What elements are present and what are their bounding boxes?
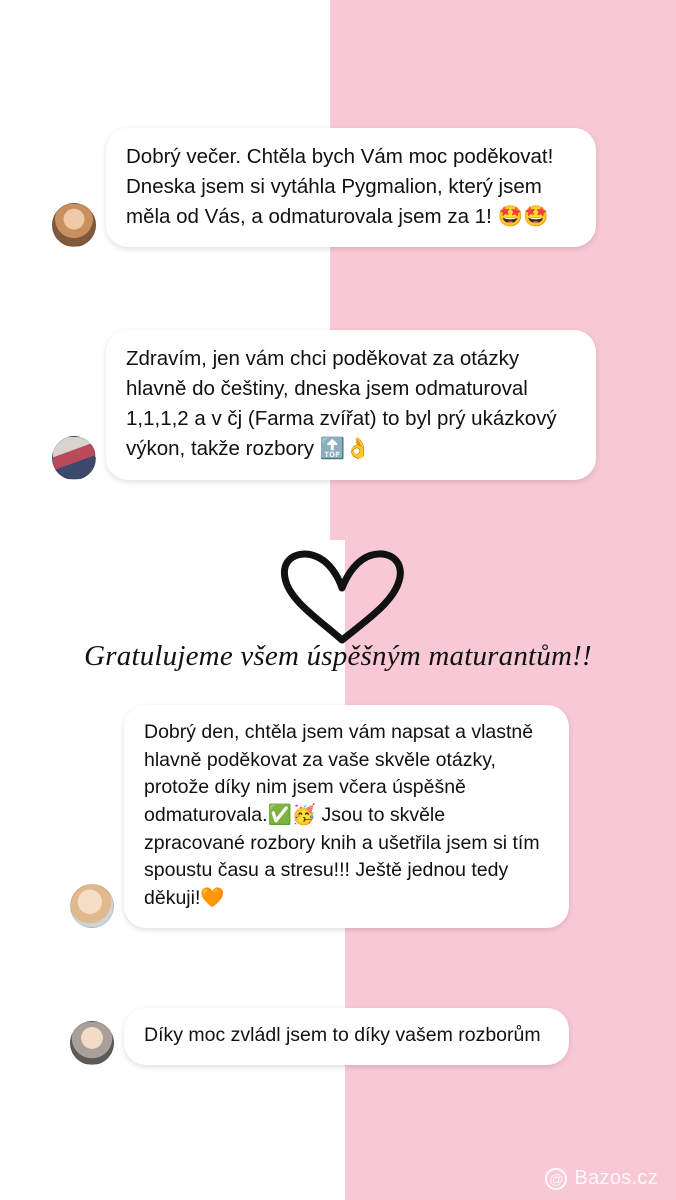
hand-drawn-heart: [277, 548, 407, 644]
message-bubble: Díky moc zvládl jsem to díky vašem rozborům: [124, 1008, 569, 1065]
message-bubble: Dobrý den, chtěla jsem vám napsat a vlastně hlavně poděkovat za vaše skvěle otázky, protože díky nim jsem včera úspěšně odmaturovala.✅🥳 Jsou to skvěle zpracované rozbory knih a ušetřila jsem si tím spoustu času a stresu!!! Ještě jednou tedy děkuji!🧡: [124, 705, 569, 928]
message-bubble: Zdravím, jen vám chci poděkovat za otázky hlavně do češtiny, dneska jsem odmaturoval 1,1,1,2 a v čj (Farma zvířat) to byl prý ukázkový výkon, takže rozbory 🔝👌: [106, 330, 596, 480]
at-sign-icon: [545, 1168, 567, 1190]
avatar-short-hair-person[interactable]: [70, 1021, 114, 1065]
avatar-group-photo[interactable]: [52, 436, 96, 480]
avatar-blonde-woman[interactable]: [70, 884, 114, 928]
watermark: [545, 1167, 658, 1190]
page-title: Gratulujeme všem úspěšným maturantům!!: [84, 640, 592, 672]
message-row: [70, 1008, 610, 1065]
message-row: [52, 128, 632, 247]
message-row: [70, 705, 610, 928]
message-bubble: Dobrý večer. Chtěla bych Vám moc poděkovat! Dneska jsem si vytáhla Pygmalion, který jsem měla od Vás, a odmaturovala jsem za 1! 🤩🤩: [106, 128, 596, 247]
message-row: [52, 330, 632, 480]
avatar-young-woman[interactable]: [52, 203, 96, 247]
watermark-label: Bazos.cz: [574, 1167, 658, 1189]
